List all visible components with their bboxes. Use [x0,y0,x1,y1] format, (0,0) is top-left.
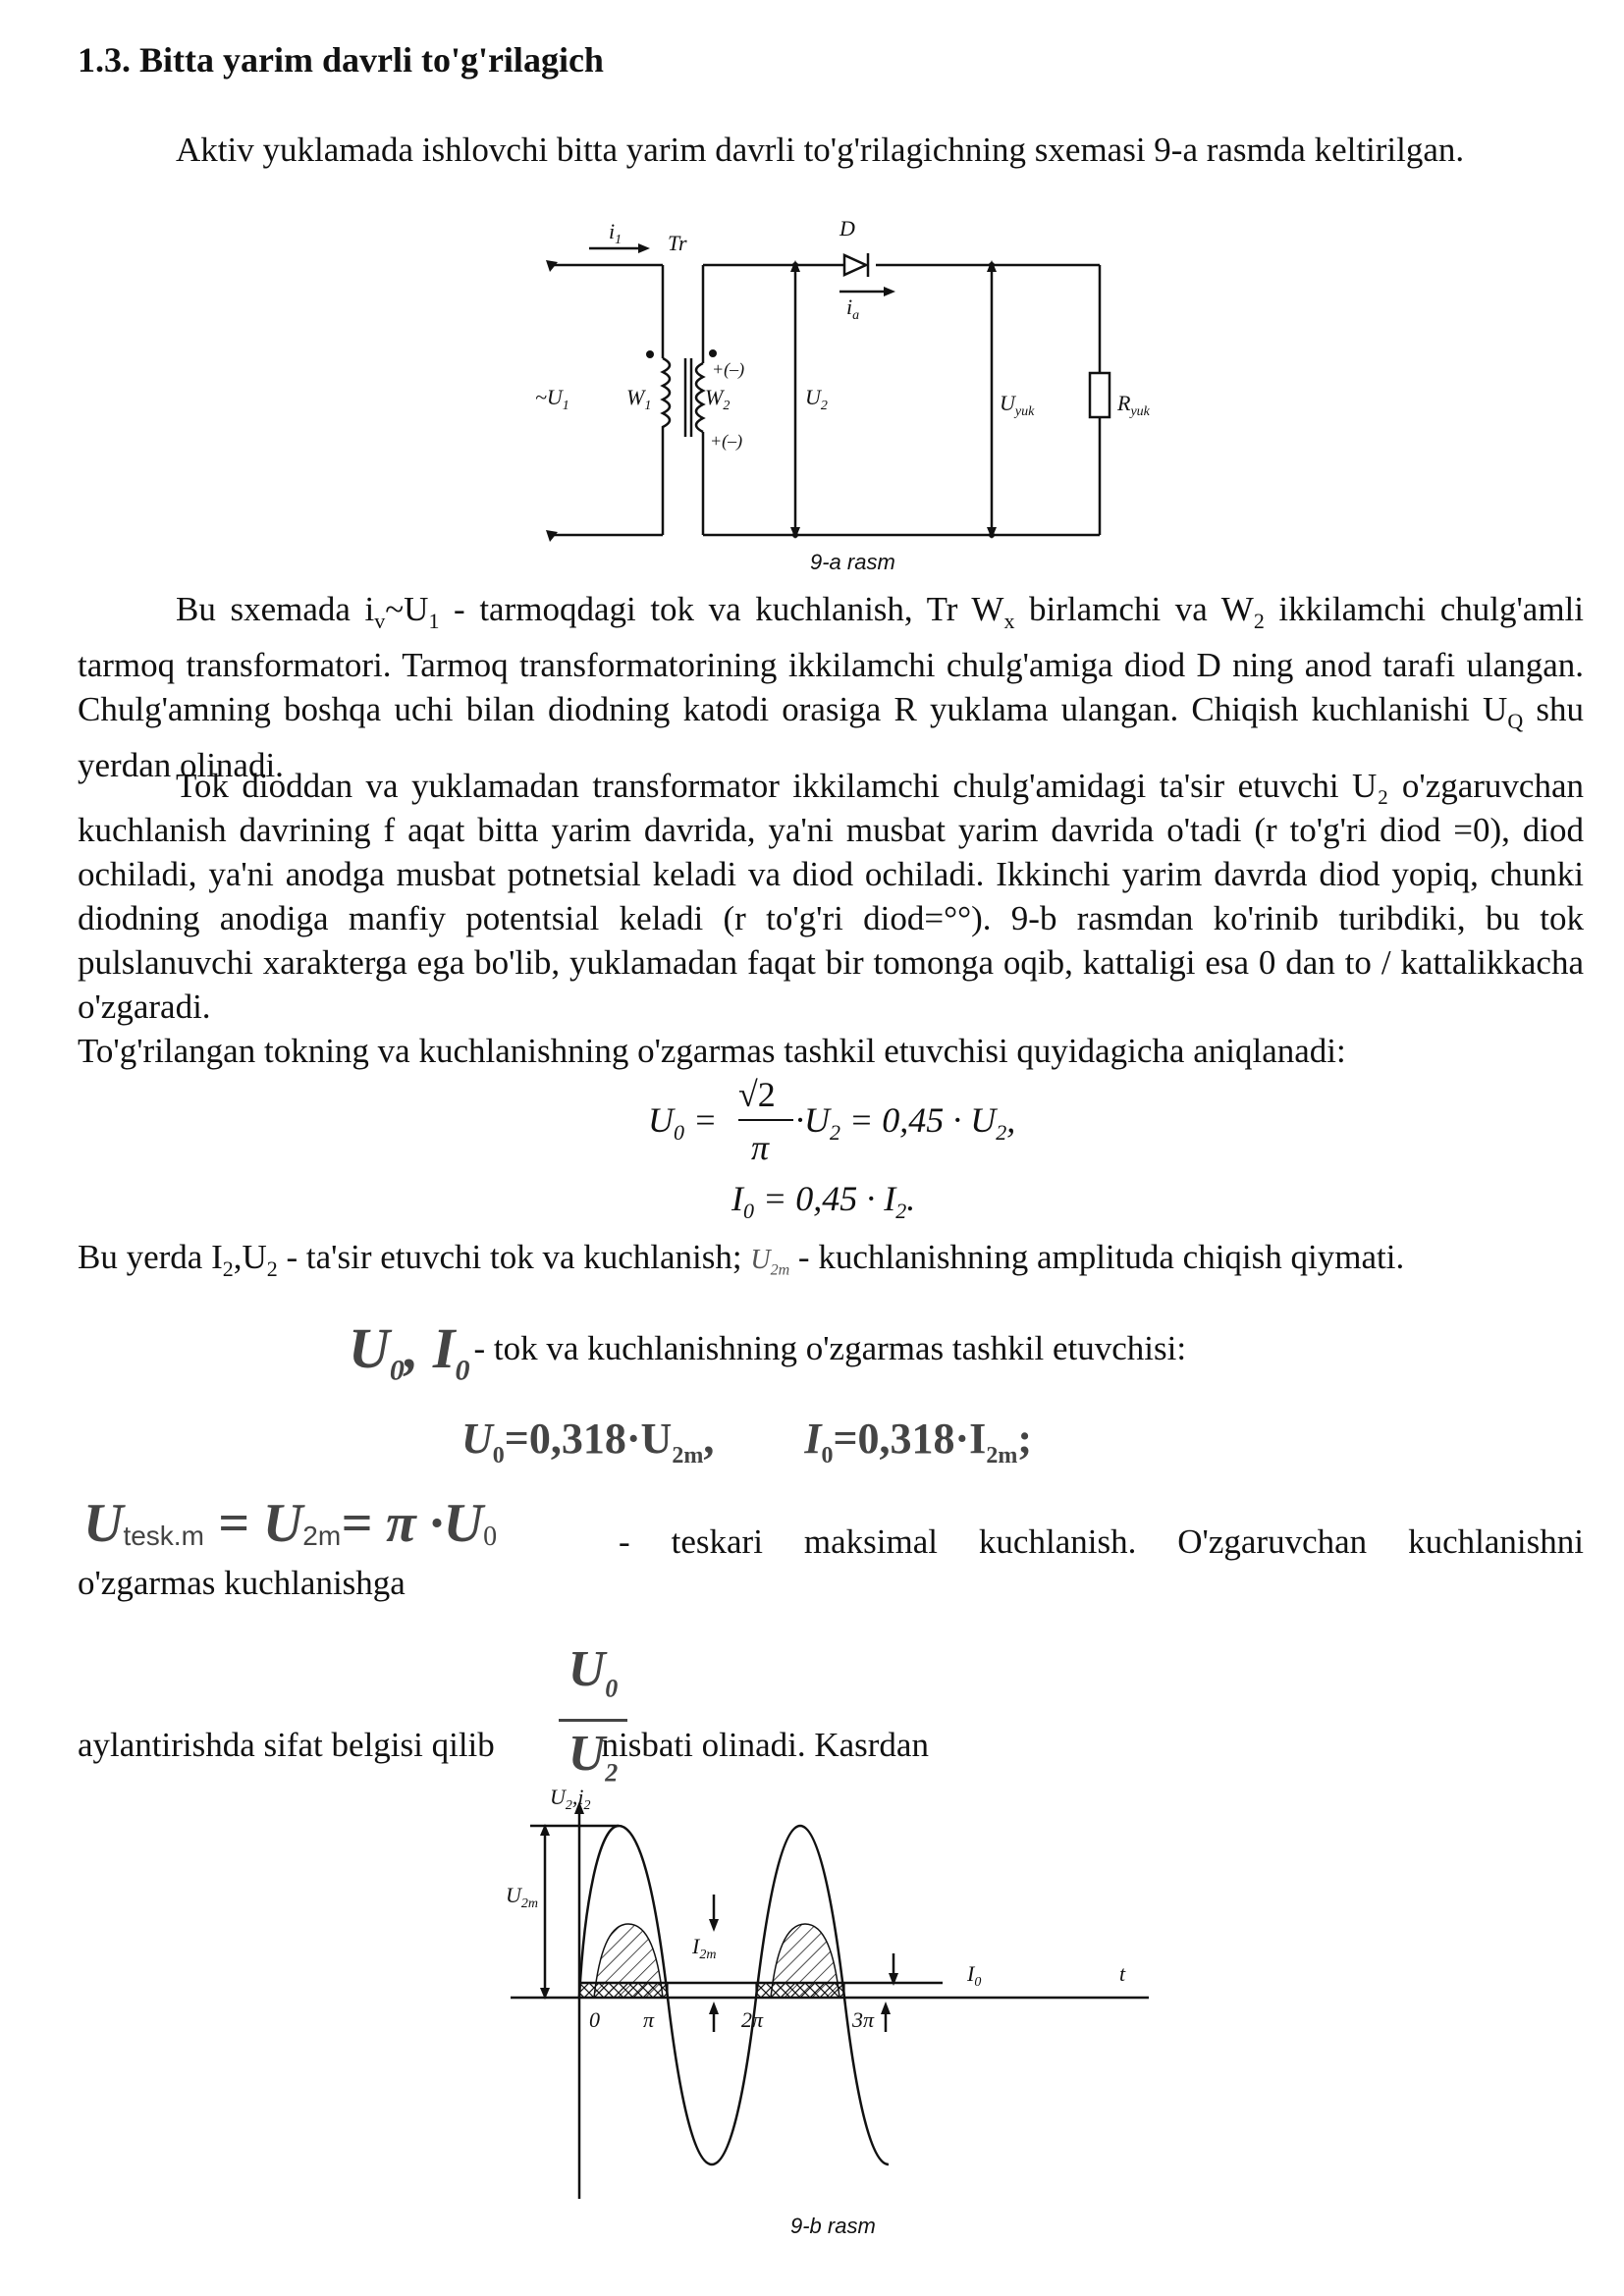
chart-y-label: $U_2,i_2$ [550,1787,591,1813]
label-tr: Tr [668,231,687,255]
reverse-voltage-text: - teskari maksimal kuchlanish. O'zgaruvchan kuchlanishni [619,1522,1584,1561]
section-title: 1.3. Bitta yarim davrli to'g'rilagich [78,40,604,80]
reverse-voltage-text-continued: o'zgarmas kuchlanishga [78,1564,406,1602]
formula-u0-i0-amplitude: $U_0=0,318\cdot U_{2m}$, $I_0=0,318\cdot I_{2m}$; [461,1415,1032,1468]
label-w2: $W_2$ [705,385,731,413]
waveform-chart [481,1787,1168,2218]
label-ia: $i_a$ [846,294,860,323]
intro-paragraph: Aktiv yuklamada ishlovchi bitta yarim davrli to'g'rilagichning sxemasi 9-a rasmda keltirilgan. [176,131,1465,169]
circuit-diagram [511,211,1178,584]
tick-2pi: 2π [741,2007,764,2032]
label-ryuk: $R_{yuk}$ [1117,391,1150,419]
formula-utesk: $U_{tesk.m} = U_{2m}= \pi \cdot U_0$ [83,1493,498,1554]
formula-i0: $I_0 = 0,45 \cdot I_2$. [731,1179,916,1224]
formula-u0: $U_0$ = √2 π $\cdot U_2 = 0,45 \cdot U_2$, [648,1075,1016,1167]
label-t: t [1119,1961,1126,1986]
label-uyuk: $U_{yuk}$ [1000,391,1035,419]
paragraph-operation: Tok dioddan va yuklamadan transformator ikkilamchi chulg'amidagi ta'sir etuvchi U₂ o'zgaruvchan kuchlanish davrining f aqat bitta yarim davrida, ya'ni musbat yarim davrida o'tadi (r to'g'ri diod =0), diod ochiladi, ya'ni anodga musbat potnetsial keladi va diod ochiladi. Ikkinchi yarim davrda diod yopiq, chunki diodning anodiga manfiy potentsial keladi (r to'g'ri diod=°°). 9-b rasmdan ko'rinib turibdiki, bu tok pulslanuvchi xarakterga ega bo'lib, yuklamadan faqat bir tomonga oqib, kattaligi esa 0 dan to / kattalikkacha o'zgaradi. [78,767,1584,1026]
label-u1: $\sim U_1$ [535,385,569,413]
figure-b-caption: 9-b rasm [790,2214,876,2238]
label-w1: $W_1$ [626,385,652,413]
label-i1: $i_1$ [609,219,623,247]
paragraph-dc-component: To'g'rilangan tokning va kuchlanishning o'zgarmas tashkil etuvchisi quyidagicha aniqlanadi: [78,1032,1346,1070]
paragraph-definitions: Bu yerda $I_2,U_2 - ta'sir$ etuvchi tok va kuchlanish; $U_{2m}$ - kuchlanishning amplituda chiqish qiymati. [78,1238,1405,1281]
label-i0: $I_0$ [967,1961,982,1990]
label-i2m: $I_{2m}$ [692,1934,717,1962]
paragraph-scheme: Bu sxemada $i_v\sim U_1$ - tarmoqdagi tok va kuchlanish, Tr $W_x$ birlamchi va $W_2$ ikkilamchi chulg'amli tarmoq transformatori. Tarmoq transformatorining ikkilamchi chulg'amiga diod D ning anod tarafi ulangan. Chulg'amning boshqa uchi bilan diodning katodi orasiga R yuklama ulangan. Chiqish kuchlanishi $U_Q$ shu yerdan olinadi. [78,590,1584,784]
tick-0: 0 [589,2007,600,2032]
tick-3pi: 3π [852,2007,875,2032]
ratio-line: aylantirishda sifat belgisi qilib $U_0$ $U_2$ nisbati olinadi. Kasrdan [78,1641,929,1788]
label-u2m: $U_{2m}$ [506,1883,539,1911]
label-polarity-top: +(–) [712,359,745,379]
tick-pi: π [643,2007,655,2032]
label-polarity-bottom: +(–) [710,431,743,451]
label-u2: $U_2$ [805,385,828,413]
figure-a-caption: 9-a rasm [810,550,895,574]
label-diode: D [839,216,855,240]
dc-components-line: $U_0$, $I_0$ - tok va kuchlanishning o'zgarmas tashkil etuvchisi: [349,1316,1187,1387]
